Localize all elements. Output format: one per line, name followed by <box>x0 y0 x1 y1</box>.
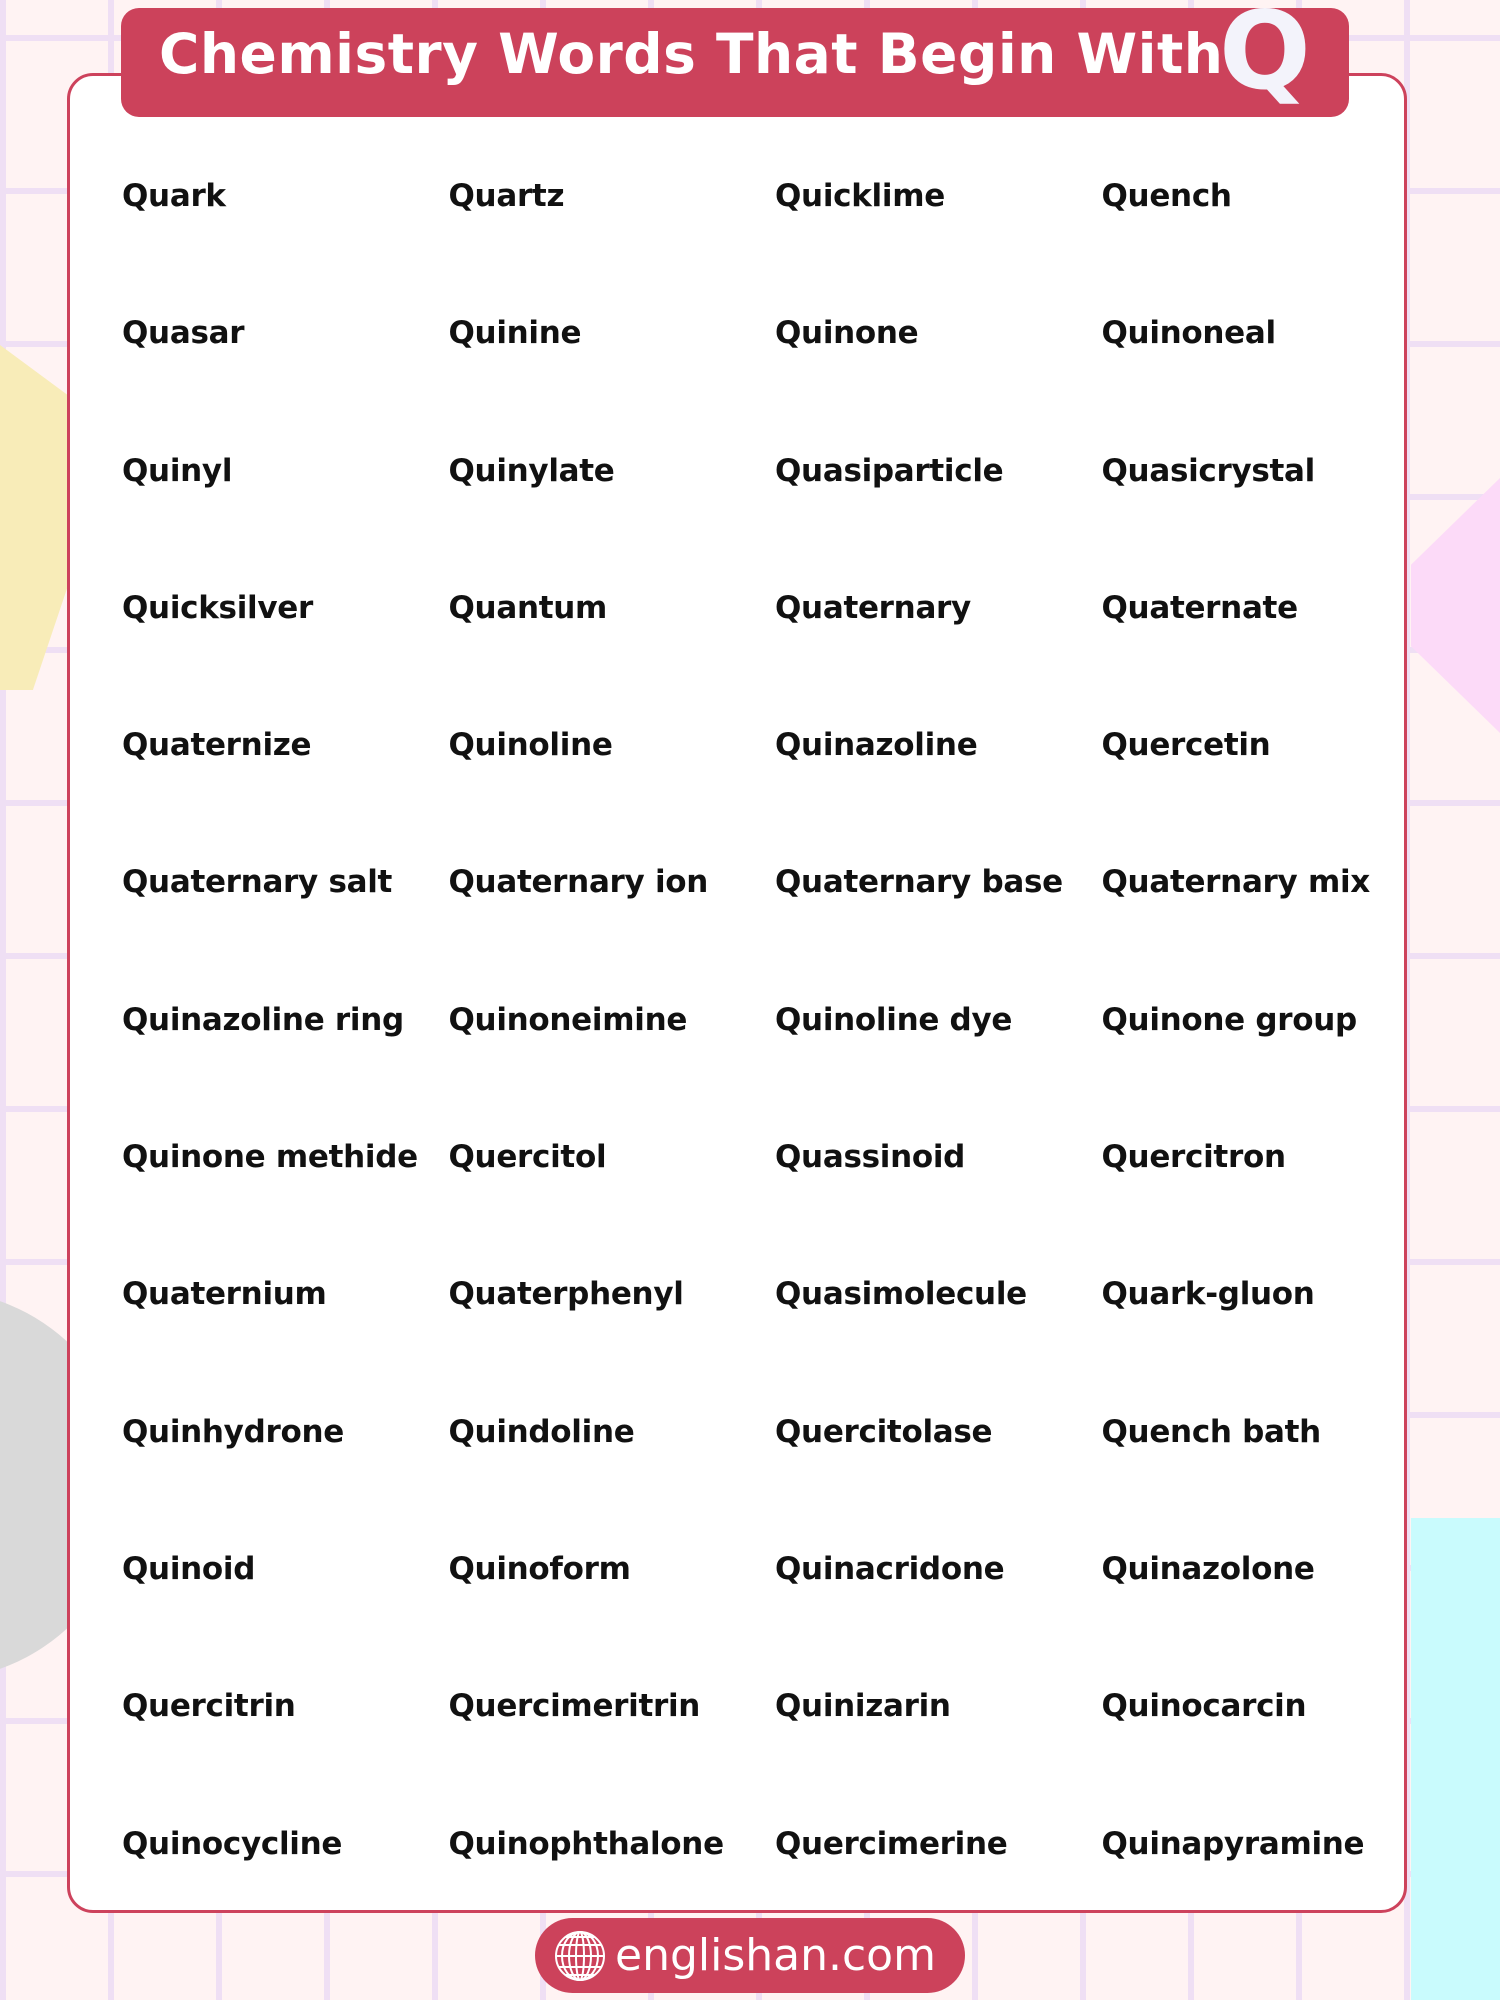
word-item: Quaternary ion <box>448 864 709 901</box>
word-item: Quicksilver <box>122 589 313 626</box>
word-item: Quasicrystal <box>1101 452 1316 489</box>
word-item: Quinizarin <box>775 1688 951 1725</box>
word-item: Quartz <box>448 178 565 214</box>
word-item: Quaternate <box>1101 589 1298 626</box>
page-title: Chemistry Words That Begin With <box>159 22 1224 86</box>
word-grid <box>122 168 1428 1953</box>
word-item: Quaternium <box>122 1276 327 1313</box>
word-item: Quaterphenyl <box>448 1276 684 1313</box>
word-item: Quinoneimine <box>448 1001 688 1038</box>
word-item: Quinhydrone <box>122 1413 344 1450</box>
word-item: Quinone methide <box>122 1139 418 1176</box>
word-item: Quaternary mix <box>1101 864 1370 901</box>
word-item: Quinine <box>448 315 582 352</box>
word-item: Quasimolecule <box>775 1276 1027 1313</box>
word-item: Quinacridone <box>775 1550 1005 1587</box>
word-item: Quassinoid <box>775 1139 966 1176</box>
globe-icon <box>553 1929 607 1983</box>
word-item: Quasar <box>122 315 245 352</box>
word-item: Quinyl <box>122 452 233 489</box>
word-item: Quercitrin <box>122 1688 296 1725</box>
word-item: Quaternary salt <box>122 864 393 901</box>
word-item: Quinone <box>775 315 919 352</box>
website-link[interactable] <box>535 1918 965 1993</box>
word-item: Quaternize <box>122 727 312 764</box>
word-item: Quercitron <box>1101 1139 1286 1176</box>
word-item: Quaternary <box>775 589 971 626</box>
word-item: Quinoline dye <box>775 1001 1013 1038</box>
word-item: Quinazoline ring <box>122 1001 404 1038</box>
word-item: Quinylate <box>448 452 615 489</box>
word-item: Quinoline <box>448 727 613 764</box>
website-url: englishan.com <box>615 1930 936 1981</box>
word-item: Quercimerine <box>775 1825 1008 1862</box>
word-item: Quark <box>122 178 226 214</box>
word-item: Quench <box>1101 178 1232 214</box>
word-item: Quercitol <box>448 1139 607 1176</box>
word-item: Quark-gluon <box>1101 1276 1315 1313</box>
word-item: Quinoform <box>448 1550 631 1587</box>
word-item: Quench bath <box>1101 1413 1321 1450</box>
word-item: Quercetin <box>1101 727 1271 764</box>
word-item: Quercimeritrin <box>448 1688 701 1725</box>
word-item: Quaternary base <box>775 864 1063 901</box>
word-item: Quercitolase <box>775 1413 993 1450</box>
word-item: Quinazolone <box>1101 1550 1315 1587</box>
word-item: Quinocarcin <box>1101 1688 1307 1725</box>
decorative-hexagon <box>0 345 70 690</box>
word-item: Quinophthalone <box>448 1825 724 1862</box>
word-item: Quinapyramine <box>1101 1825 1365 1862</box>
word-item: Quinocycline <box>122 1825 343 1862</box>
word-item: Quinoid <box>122 1550 256 1587</box>
word-item: Quindoline <box>448 1413 635 1450</box>
word-item: Quinazoline <box>775 727 978 764</box>
title-letter: Q <box>1219 0 1311 114</box>
word-item: Quantum <box>448 589 608 626</box>
word-item: Quinoneal <box>1101 315 1276 352</box>
word-item: Quinone group <box>1101 1001 1357 1038</box>
word-item: Quicklime <box>775 178 945 214</box>
word-item: Quasiparticle <box>775 452 1004 489</box>
title-banner <box>121 0 1349 117</box>
